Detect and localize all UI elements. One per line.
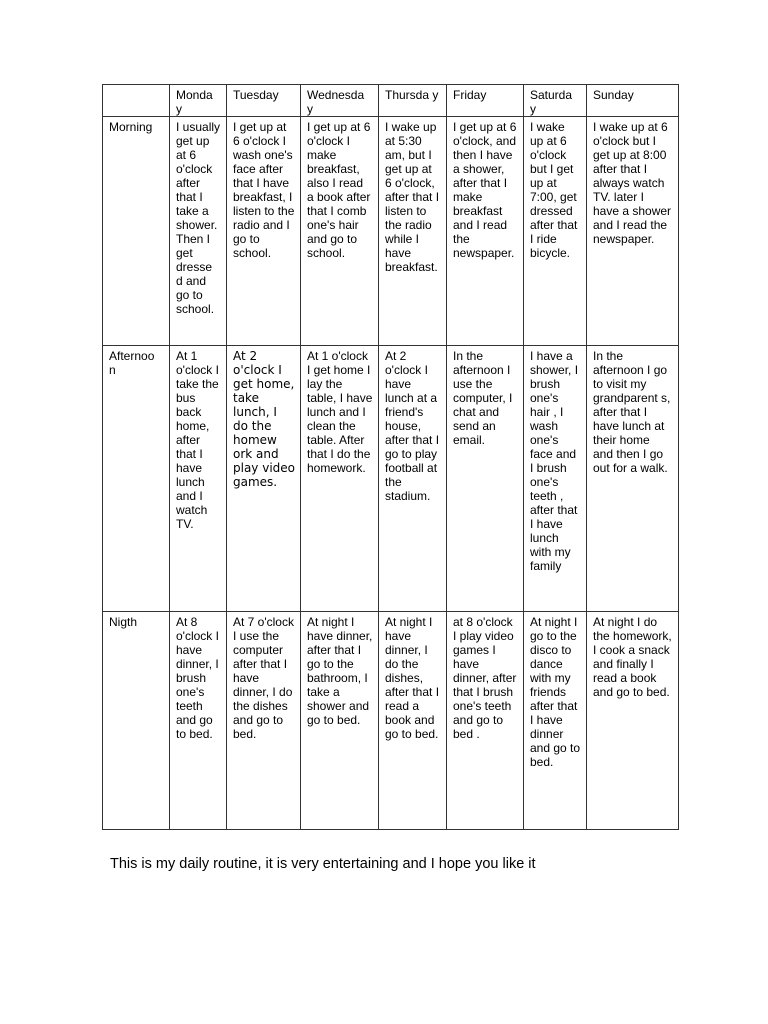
afternoon-row [103, 346, 679, 612]
night-tuesday: At 7 o'clock I use the computer after that I have dinner, I do the dishes and go to bed. [227, 612, 301, 830]
afternoon-monday: At 1 o'clock I take the bus back home, after that I have lunch and I watch TV. [170, 346, 227, 612]
night-saturday: At night I go to the disco to dance with my friends after that I have dinner and go to bed. [524, 612, 587, 830]
night-row [103, 612, 679, 830]
morning-monday: I usually get up at 6 o'clock after that I take a shower. Then I get dresse d and go to school. [170, 117, 227, 346]
afternoon-tuesday: At 2 o'clock I get home, take lunch, I do the homew ork and play video games. [227, 346, 301, 612]
morning-thursday: I wake up at 5:30 am, but I get up at 6 o'clock, after that I listen to the radio while I have breakfast. [379, 117, 447, 346]
afternoon-sunday: In the afternoon I go to visit my grandparent s, after that I have lunch at their home and then I go out for a walk. [587, 346, 679, 612]
morning-row [103, 117, 679, 346]
header-friday: Friday [447, 85, 524, 117]
night-sunday: At night I do the homework, I cook a snack and finally I read a book and go to bed. [587, 612, 679, 830]
morning-friday: I get up at 6 o'clock, and then I have a shower, after that I make breakfast and I read the newspaper. [447, 117, 524, 346]
routine-table [102, 84, 679, 830]
morning-tuesday: I get up at 6 o'clock I wash one's face after that I have breakfast, I listen to the radio and I go to school. [227, 117, 301, 346]
night-friday: at 8 o'clock I play video games I have dinner, after that I brush one's teeth and go to bed . [447, 612, 524, 830]
afternoon-wednesday: At 1 o'clock I get home I lay the table, I have lunch and I clean the table. After that I do the homework. [301, 346, 379, 612]
header-tuesday: Tuesday [227, 85, 301, 117]
row-label-afternoon: Afternoo n [103, 346, 170, 612]
night-monday: At 8 o'clock I have dinner, I brush one's teeth and go to bed. [170, 612, 227, 830]
afternoon-friday: In the afternoon I use the computer, I chat and send an email. [447, 346, 524, 612]
header-row [103, 85, 679, 117]
morning-sunday: I wake up at 6 o'clock but I get up at 8:00 after that I always watch TV. later I have a shower and I read the newspaper. [587, 117, 679, 346]
header-saturday: Saturda y [524, 85, 587, 117]
header-thursday: Thursda y [379, 85, 447, 117]
header-wednesday: Wednesda y [301, 85, 379, 117]
header-sunday: Sunday [587, 85, 679, 117]
morning-saturday: I wake up at 6 o'clock but I get up at 7:00, get dressed after that I ride bicycle. [524, 117, 587, 346]
afternoon-saturday: I have a shower, I brush one's hair , I wash one's face and I brush one's teeth , after that I have lunch with my family [524, 346, 587, 612]
night-wednesday: At night I have dinner, after that I go to the bathroom, I take a shower and go to bed. [301, 612, 379, 830]
row-label-night: Nigth [103, 612, 170, 830]
corner-cell [103, 85, 170, 117]
header-monday: Monda y [170, 85, 227, 117]
row-label-morning: Morning [103, 117, 170, 346]
afternoon-thursday: At 2 o'clock I have lunch at a friend's house, after that I go to play football at the stadium. [379, 346, 447, 612]
routine-caption: This is my daily routine, it is very entertaining and I hope you like it [110, 856, 536, 872]
morning-wednesday: I get up at 6 o'clock I make breakfast, also I read a book after that I comb one's hair and go to school. [301, 117, 379, 346]
night-thursday: At night I have dinner, I do the dishes, after that I read a book and go to bed. [379, 612, 447, 830]
